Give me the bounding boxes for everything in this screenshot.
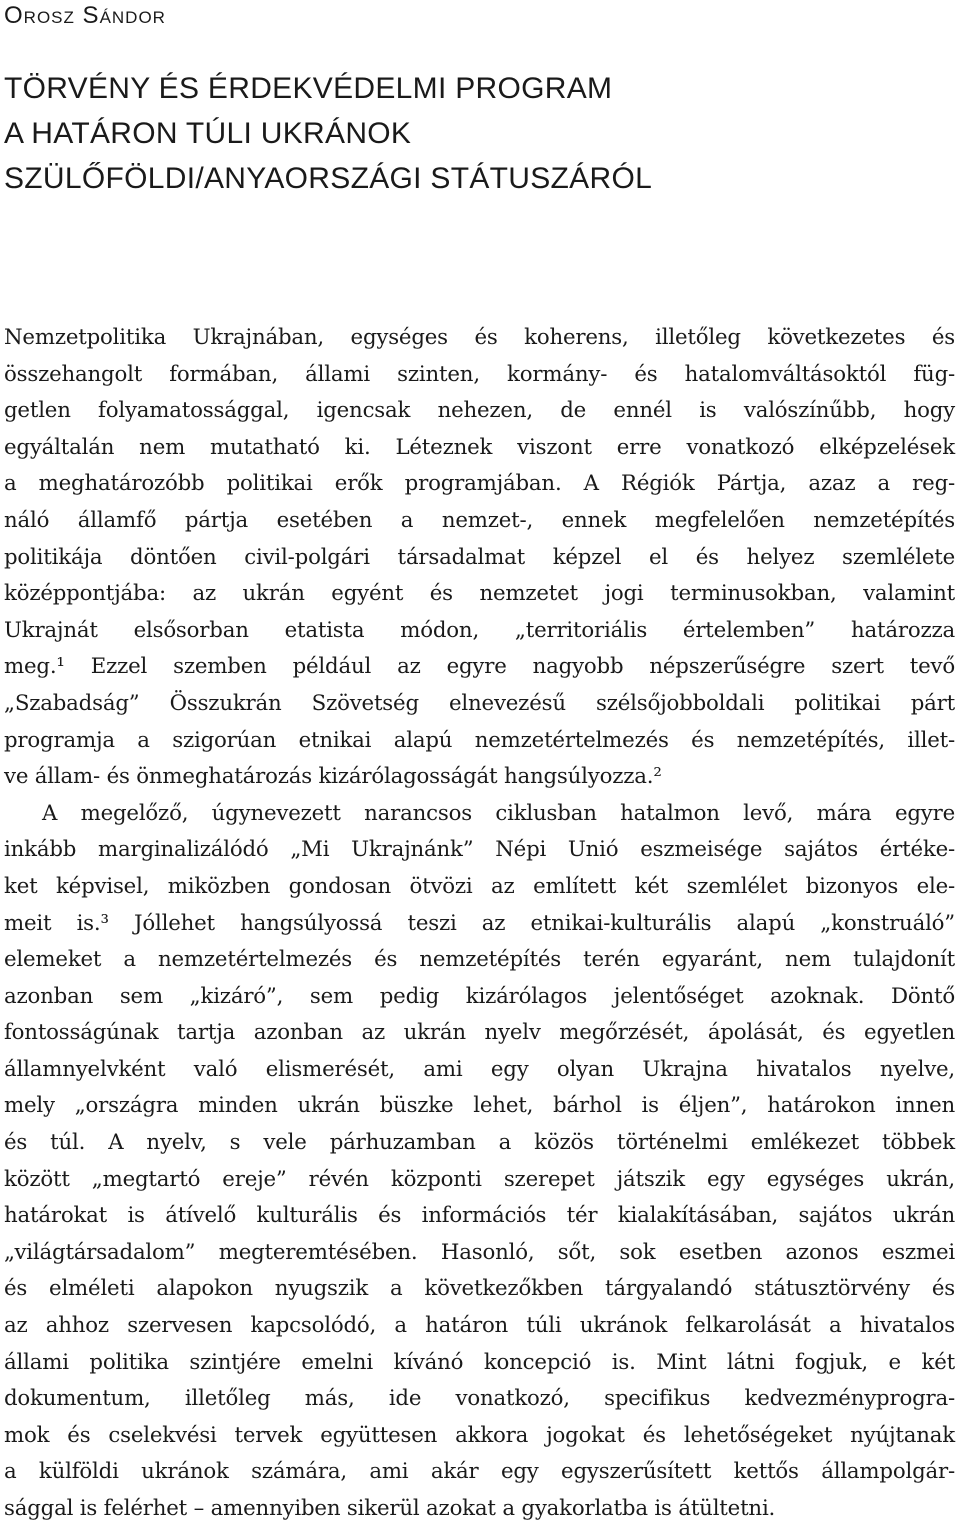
body-line: között „megtartó ereje” révén központi szerepet játszik egy egységes ukrán, — [4, 1166, 955, 1192]
article-title — [4, 66, 652, 201]
title-line: A HATÁRON TÚLI UKRÁNOK — [4, 117, 412, 150]
body-line: ket képvisel, miközben gondosan ötvözi az említett két szemlélet bizonyos ele- — [4, 873, 955, 899]
body-line: politikája döntően civil-polgári társadalmat képzel el és helyez szemlélete — [4, 544, 955, 570]
body-line: állami politika szintjére emelni kívánó koncepció is. Mint látni fogjuk, e két — [4, 1349, 955, 1375]
body-line: Ukrajnát elsősorban etatista módon, „territoriális értelemben” határozza — [4, 617, 955, 643]
body-line: „Szabadság” Összukrán Szövetség elnevezésű szélsőjobboldali politikai párt — [4, 690, 955, 716]
article-body — [4, 320, 955, 1528]
body-line: getlen folyamatossággal, igencsak nehezen, de ennél is valószínűbb, hogy — [4, 398, 955, 424]
body-line: államnyelvként való elismerését, ami egy olyan Ukrajna hivatalos nyelve, — [4, 1056, 955, 1082]
body-line: mok és cselekvési tervek együttesen akkora jogokat és lehetőségeket nyújtanak — [4, 1422, 955, 1448]
body-line: egyáltalán nem mutatható ki. Léteznek viszont erre vonatkozó elképzelések — [4, 434, 955, 460]
body-line: az ahhoz szervesen kapcsolódó, a határon túli ukránok felkarolását a hivatalos — [4, 1313, 955, 1339]
body-line: dokumentum, illetőleg más, ide vonatkozó, specifikus kedvezményprogra- — [4, 1386, 955, 1412]
body-line: azonban sem „kizáró”, sem pedig kizárólagos jelentőséget azoknak. Döntő — [4, 983, 955, 1009]
body-line: fontosságúnak tartja azonban az ukrán nyelv megőrzését, ápolását, és egyetlen — [4, 1020, 955, 1046]
body-line: inkább marginalizálódó „Mi Ukrajnánk” Népi Unió eszmeisége sajátos értéke- — [4, 837, 955, 863]
body-line: és túl. A nyelv, s vele párhuzamban a közös történelmi emlékezet többek — [4, 1130, 955, 1156]
body-line: programja a szigorúan etnikai alapú nemzetértelmezés és nemzetépítés, illet- — [4, 727, 955, 753]
body-line: náló államfő pártja esetében a nemzet-, ennek megfelelően nemzetépítés — [4, 507, 955, 533]
body-line: meit is.³ Jóllehet hangsúlyossá teszi az etnikai-kulturális alapú „konstruáló” — [4, 910, 955, 936]
body-line: határokat is átívelő kulturális és információs tér kialakításában, sajátos ukrán — [4, 1203, 955, 1229]
title-line: TÖRVÉNY ÉS ÉRDEKVÉDELMI PROGRAM — [4, 72, 613, 105]
body-line: sággal is felérhet – amennyiben sikerül azokat a gyakorlatba is átültetni. — [4, 1496, 776, 1521]
body-line: ve állam- és önmeghatározás kizárólagosságát hangsúlyozza.² — [4, 764, 662, 790]
body-line: középpontjába: az ukrán egyént és nemzetet jogi terminusokban, valamint — [4, 581, 955, 607]
body-line: a meghatározóbb politikai erők programjában. A Régiók Pártja, azaz a reg- — [4, 471, 955, 497]
body-line: összehangolt formában, állami szinten, kormány- és hatalomváltásoktól füg- — [4, 361, 955, 387]
body-line: mely „országra minden ukrán büszke lehet, bárhol is éljen”, határokon innen — [4, 1093, 955, 1119]
body-line: meg.¹ Ezzel szemben például az egyre nagyobb népszerűségre szert tevő — [4, 654, 955, 680]
body-line: A megelőző, úgynevezett narancsos ciklusban hatalmon levő, mára egyre — [42, 800, 955, 826]
title-line: SZÜLŐFÖLDI/ANYAORSZÁGI STÁTUSZÁRÓL — [4, 162, 653, 195]
body-line: „világtársadalom” megteremtésében. Hasonló, sőt, sok esetben azonos eszmei — [4, 1239, 955, 1265]
body-line: a külföldi ukránok számára, ami akár egy egyszerűsített kettős állampolgár- — [4, 1459, 955, 1485]
body-line: elemeket a nemzetértelmezés és nemzetépítés terén egyaránt, nem tulajdonít — [4, 947, 955, 973]
body-line: Nemzetpolitika Ukrajnában, egységes és koherens, illetőleg következetes és — [4, 325, 955, 350]
body-line: és elméleti alapokon nyugszik a következőkben tárgyalandó státusztörvény és — [4, 1276, 955, 1302]
author-name: Orosz Sándor — [4, 2, 166, 29]
